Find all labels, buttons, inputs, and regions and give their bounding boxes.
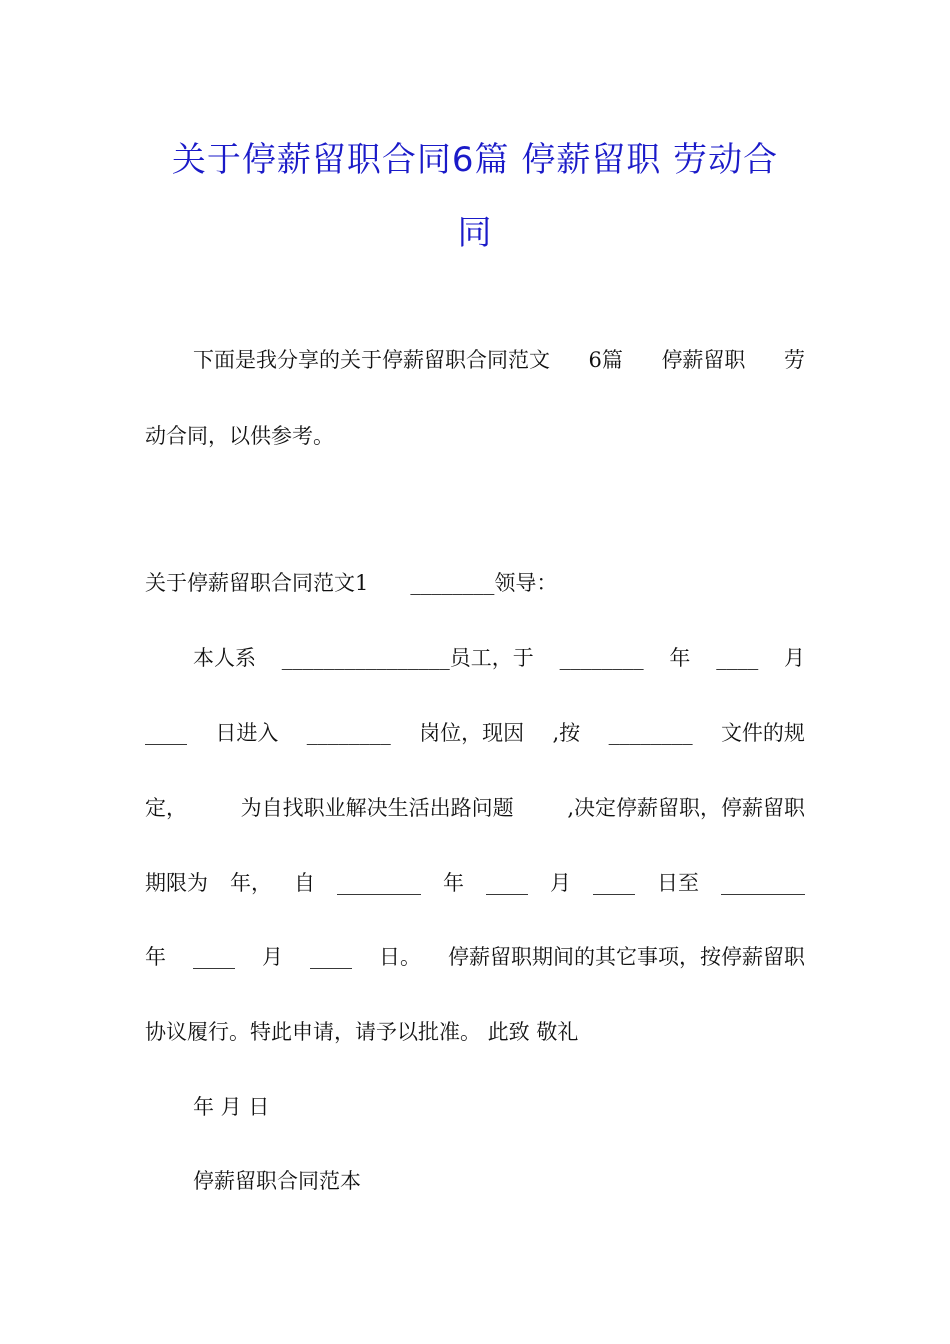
intro-text-segment: 停薪留职 — [661, 348, 746, 372]
body-text-segment: ________ — [721, 871, 805, 895]
body-line-3 — [145, 793, 805, 823]
body-text-segment: ,决定停薪留职，停薪留职 — [567, 796, 805, 820]
intro-paragraph-line-2: 动合同，以供参考。 — [145, 424, 334, 448]
body-text-segment: 月 — [262, 945, 283, 969]
section-heading: 关于停薪留职合同范文1 ________领导： — [145, 571, 558, 595]
body-text-segment: ____ — [486, 871, 528, 895]
body-text-segment: 定， — [145, 796, 187, 820]
body-text-segment: 本人系 — [193, 646, 256, 670]
body-line-1 — [193, 643, 805, 673]
body-text-segment: ,按 — [552, 721, 581, 745]
intro-text-segment: 劳 — [783, 348, 805, 372]
body-text-segment: 为自找职业解决生活出路问题 — [240, 796, 514, 820]
body-text-segment: 停薪留职期间的其它事项，按停薪留职 — [448, 945, 805, 969]
body-line-5 — [145, 942, 805, 972]
body-text-segment: ____ — [716, 646, 759, 670]
body-text-segment: 年 — [669, 646, 691, 670]
body-text-segment: ________ — [608, 721, 693, 745]
intro-text-segment: 下面是我分享的关于停薪留职合同范文 — [193, 348, 550, 372]
body-text-segment: 文件的规 — [720, 721, 805, 745]
closing-line: 协议履行。特此申请，请予以批准。 此致 敬礼 — [145, 1020, 579, 1044]
body-text-segment: ____ — [593, 871, 635, 895]
body-line-4 — [145, 868, 805, 898]
body-line-2 — [145, 718, 805, 748]
intro-text-segment: 6篇 — [588, 348, 623, 372]
body-text-segment: 月 — [783, 646, 805, 670]
body-text-segment: 日进入 — [215, 721, 279, 745]
body-text-segment: ________ — [559, 646, 644, 670]
intro-paragraph-line-1 — [193, 345, 805, 375]
body-text-segment: ____ — [145, 721, 187, 745]
body-text-segment: 月 — [550, 871, 571, 895]
body-text-segment: 年 — [145, 945, 166, 969]
body-text-segment: ________ — [306, 721, 391, 745]
body-text-segment: 岗位，现因 — [419, 721, 525, 745]
body-text-segment: 日。 — [379, 945, 421, 969]
body-text-segment: 日至 — [657, 871, 699, 895]
template-heading: 停薪留职合同范本 — [193, 1169, 361, 1193]
body-text-segment: 期限为 — [145, 871, 208, 895]
body-text-segment: ________ — [337, 871, 421, 895]
body-text-segment: ____ — [310, 945, 352, 969]
document-title-line-2: 同 — [457, 213, 493, 253]
body-text-segment: 年 — [443, 871, 464, 895]
body-text-segment: 年， — [230, 871, 272, 895]
body-text-segment: ________________员工，于 — [281, 646, 534, 670]
date-line: 年 月 日 — [193, 1095, 270, 1119]
body-text-segment: 自 — [294, 871, 315, 895]
document-title-line-1: 关于停薪留职合同6篇 停薪留职 劳动合 — [171, 140, 779, 180]
body-text-segment: ____ — [193, 945, 235, 969]
